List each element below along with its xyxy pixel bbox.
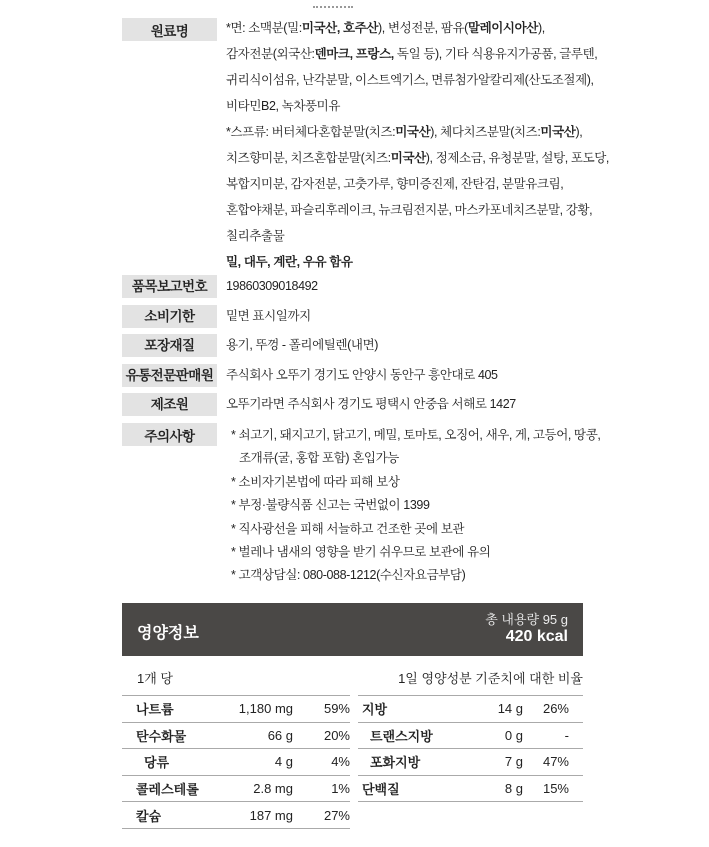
- nutrient-quantity: 2.8 mg: [253, 781, 293, 797]
- caution-label: 주의사항: [122, 423, 217, 446]
- nutrient-row: [358, 749, 583, 776]
- caution-text: [231, 424, 600, 588]
- ingredient-highlight: 밀, 대두, 계란, 우유 함유: [226, 255, 353, 269]
- info-value: 주식회사 오뚜기 경기도 안양시 동안구 흥안대로 405: [226, 367, 498, 382]
- caution-line: * 직사광선을 피해 서늘하고 건조한 곳에 보관: [231, 521, 465, 536]
- nutrient-name: 단백질: [362, 782, 400, 798]
- info-label: 품목보고번호: [122, 275, 217, 298]
- ingredient-text: 혼합야채분, 파슬리후레이크, 뉴크림전지분, 마스카포네치즈분말, 강황,: [226, 203, 593, 217]
- nutrient-row: [358, 696, 583, 723]
- nutrient-name: 탄수화물: [136, 728, 187, 744]
- nutrient-row: [358, 776, 583, 803]
- nutrient-quantity: 187 mg: [249, 807, 293, 823]
- info-row: [122, 334, 378, 357]
- nutrient-percent: 4%: [331, 754, 350, 770]
- ingredient-highlight: 미국산: [390, 151, 426, 165]
- ingredient-text: ), 체다치즈분말(치즈:: [430, 125, 541, 139]
- info-label: 소비기한: [122, 305, 217, 328]
- ingredient-text: ),: [537, 21, 545, 35]
- caution-line: * 쇠고기, 돼지고기, 닭고기, 메밀, 토마토, 오징어, 새우, 게, 고등어, 땅콩,: [231, 428, 601, 442]
- ingredient-line: [226, 172, 609, 198]
- total-kcal: 420 kcal: [505, 628, 568, 645]
- ingredient-line: [226, 42, 609, 68]
- nutrient-quantity: 4 g: [274, 754, 293, 770]
- nutrient-percent: 26%: [542, 701, 569, 717]
- nutrition-table-right: [358, 695, 583, 802]
- nutrient-name: 포화지방: [370, 755, 421, 771]
- caution-line: * 벌레나 냄새의 영향을 받기 쉬우므로 보관에 유의: [231, 544, 491, 559]
- nutrient-quantity: 7 g: [504, 754, 523, 770]
- nutrition-table-left: [122, 695, 350, 829]
- ingredient-line: [226, 250, 609, 276]
- nutrient-row: [122, 776, 350, 803]
- ingredient-highlight: 미국산: [540, 125, 576, 139]
- ingredient-text: 귀리식이섬유, 난각분말, 이스트엑기스, 면류첨가알칼리제(산도조절제),: [226, 73, 594, 87]
- nutrient-percent: 15%: [542, 781, 569, 797]
- ingredient-text: 독일 등), 기타 식용유지가공품, 글루텐,: [393, 47, 598, 61]
- nutrient-quantity: 66 g: [267, 727, 293, 743]
- nutrient-row: [358, 723, 583, 750]
- ingredient-text: 칠리추출물: [226, 229, 285, 243]
- info-value: 밑면 표시일까지: [226, 308, 311, 323]
- ingredient-highlight: 덴마크, 프랑스,: [314, 47, 394, 61]
- nutrient-percent: 1%: [331, 781, 350, 797]
- caution-row: [122, 423, 600, 588]
- ingredient-line: [226, 198, 609, 224]
- ingredient-line: [226, 68, 609, 94]
- nutrient-row: [122, 723, 350, 750]
- ingredient-text: *스프류: 버터체다혼합분말(치즈:: [226, 125, 396, 139]
- ingredient-text: 비타민B2, 녹차풍미유: [226, 99, 341, 113]
- nutrient-percent: 20%: [323, 727, 350, 743]
- ingredient-text: *면: 소맥분(밀:: [226, 21, 302, 35]
- nutrient-percent: 47%: [542, 754, 569, 770]
- ingredient-line: [226, 16, 609, 42]
- total-amount: 총 내용량 95 g: [485, 612, 568, 627]
- nutrient-name: 지방: [362, 702, 388, 718]
- ingredient-text: 치즈향미분, 치즈혼합분말(치즈:: [226, 151, 391, 165]
- caution-line: * 소비자기본법에 따라 피해 보상: [231, 474, 400, 489]
- ingredient-highlight: 말레이시아산: [467, 21, 538, 35]
- nutrient-name: 당류: [144, 755, 170, 771]
- info-row: [122, 364, 498, 387]
- caution-line: 조개류(굴, 홍합 포함) 혼입가능: [239, 451, 399, 466]
- info-label: 유통전문판매원: [122, 364, 217, 387]
- info-value: 오뚜기라면 주식회사 경기도 평택시 안중읍 서해로 1427: [226, 397, 516, 411]
- info-row: [122, 393, 516, 416]
- daily-ratio-label: 1일 영양성분 기준치에 대한 비율: [398, 671, 583, 686]
- info-value: 19860309018492: [226, 279, 318, 293]
- info-value: 용기, 뚜껑 - 폴리에틸렌(내면): [226, 338, 379, 352]
- ingredient-line: [226, 224, 609, 250]
- nutrition-title: 영양정보: [137, 625, 199, 642]
- ingredient-text: ),: [575, 125, 583, 139]
- info-label: 제조원: [122, 393, 217, 416]
- caution-line: * 부정·불량식품 신고는 국번없이 1399: [231, 498, 430, 513]
- info-row: [122, 305, 311, 328]
- nutrient-quantity: 14 g: [497, 701, 523, 717]
- per-serving-label: 1개 당: [137, 671, 173, 686]
- nutrient-row: [122, 749, 350, 776]
- ingredients-label: 원료명: [122, 18, 217, 41]
- ingredient-highlight: 미국산, 호주산: [301, 21, 379, 35]
- nutrient-row: [122, 802, 350, 829]
- nutrient-name: 칼슘: [136, 808, 162, 824]
- nutrient-row: [122, 696, 350, 723]
- ingredient-text: 감자전분(외국산:: [226, 47, 315, 61]
- nutrient-name: 나트륨: [136, 702, 174, 718]
- nutrient-name: 트랜스지방: [370, 728, 433, 744]
- nutrient-quantity: 0 g: [504, 727, 523, 743]
- caution-line: * 고객상담실: 080-088-1212(수신자요금부담): [231, 568, 466, 583]
- nutrient-quantity: 1,180 mg: [238, 701, 293, 717]
- ingredient-line: [226, 120, 609, 146]
- info-row: [122, 275, 318, 298]
- nutrient-percent: -: [564, 727, 569, 743]
- ingredient-highlight: 미국산: [395, 125, 431, 139]
- ingredient-text: 복합지미분, 감자전분, 고춧가루, 향미증진제, 잔탄검, 분말유크림,: [226, 177, 564, 191]
- ingredient-text: ), 변성전분, 팜유(: [378, 21, 468, 35]
- nutrient-name: 콜레스테롤: [136, 782, 199, 798]
- info-label: 포장재질: [122, 334, 217, 357]
- nutrition-header: [122, 603, 583, 656]
- ingredients-row: [122, 18, 609, 276]
- ingredient-line: [226, 146, 609, 172]
- nutrient-percent: 59%: [323, 701, 350, 717]
- decorative-mark: [313, 6, 353, 10]
- ingredient-line: [226, 94, 609, 120]
- nutrient-percent: 27%: [323, 807, 350, 823]
- nutrient-quantity: 8 g: [504, 781, 523, 797]
- ingredients-text: [226, 16, 609, 276]
- ingredient-text: ), 정제소금, 유청분말, 설탕, 포도당,: [425, 151, 609, 165]
